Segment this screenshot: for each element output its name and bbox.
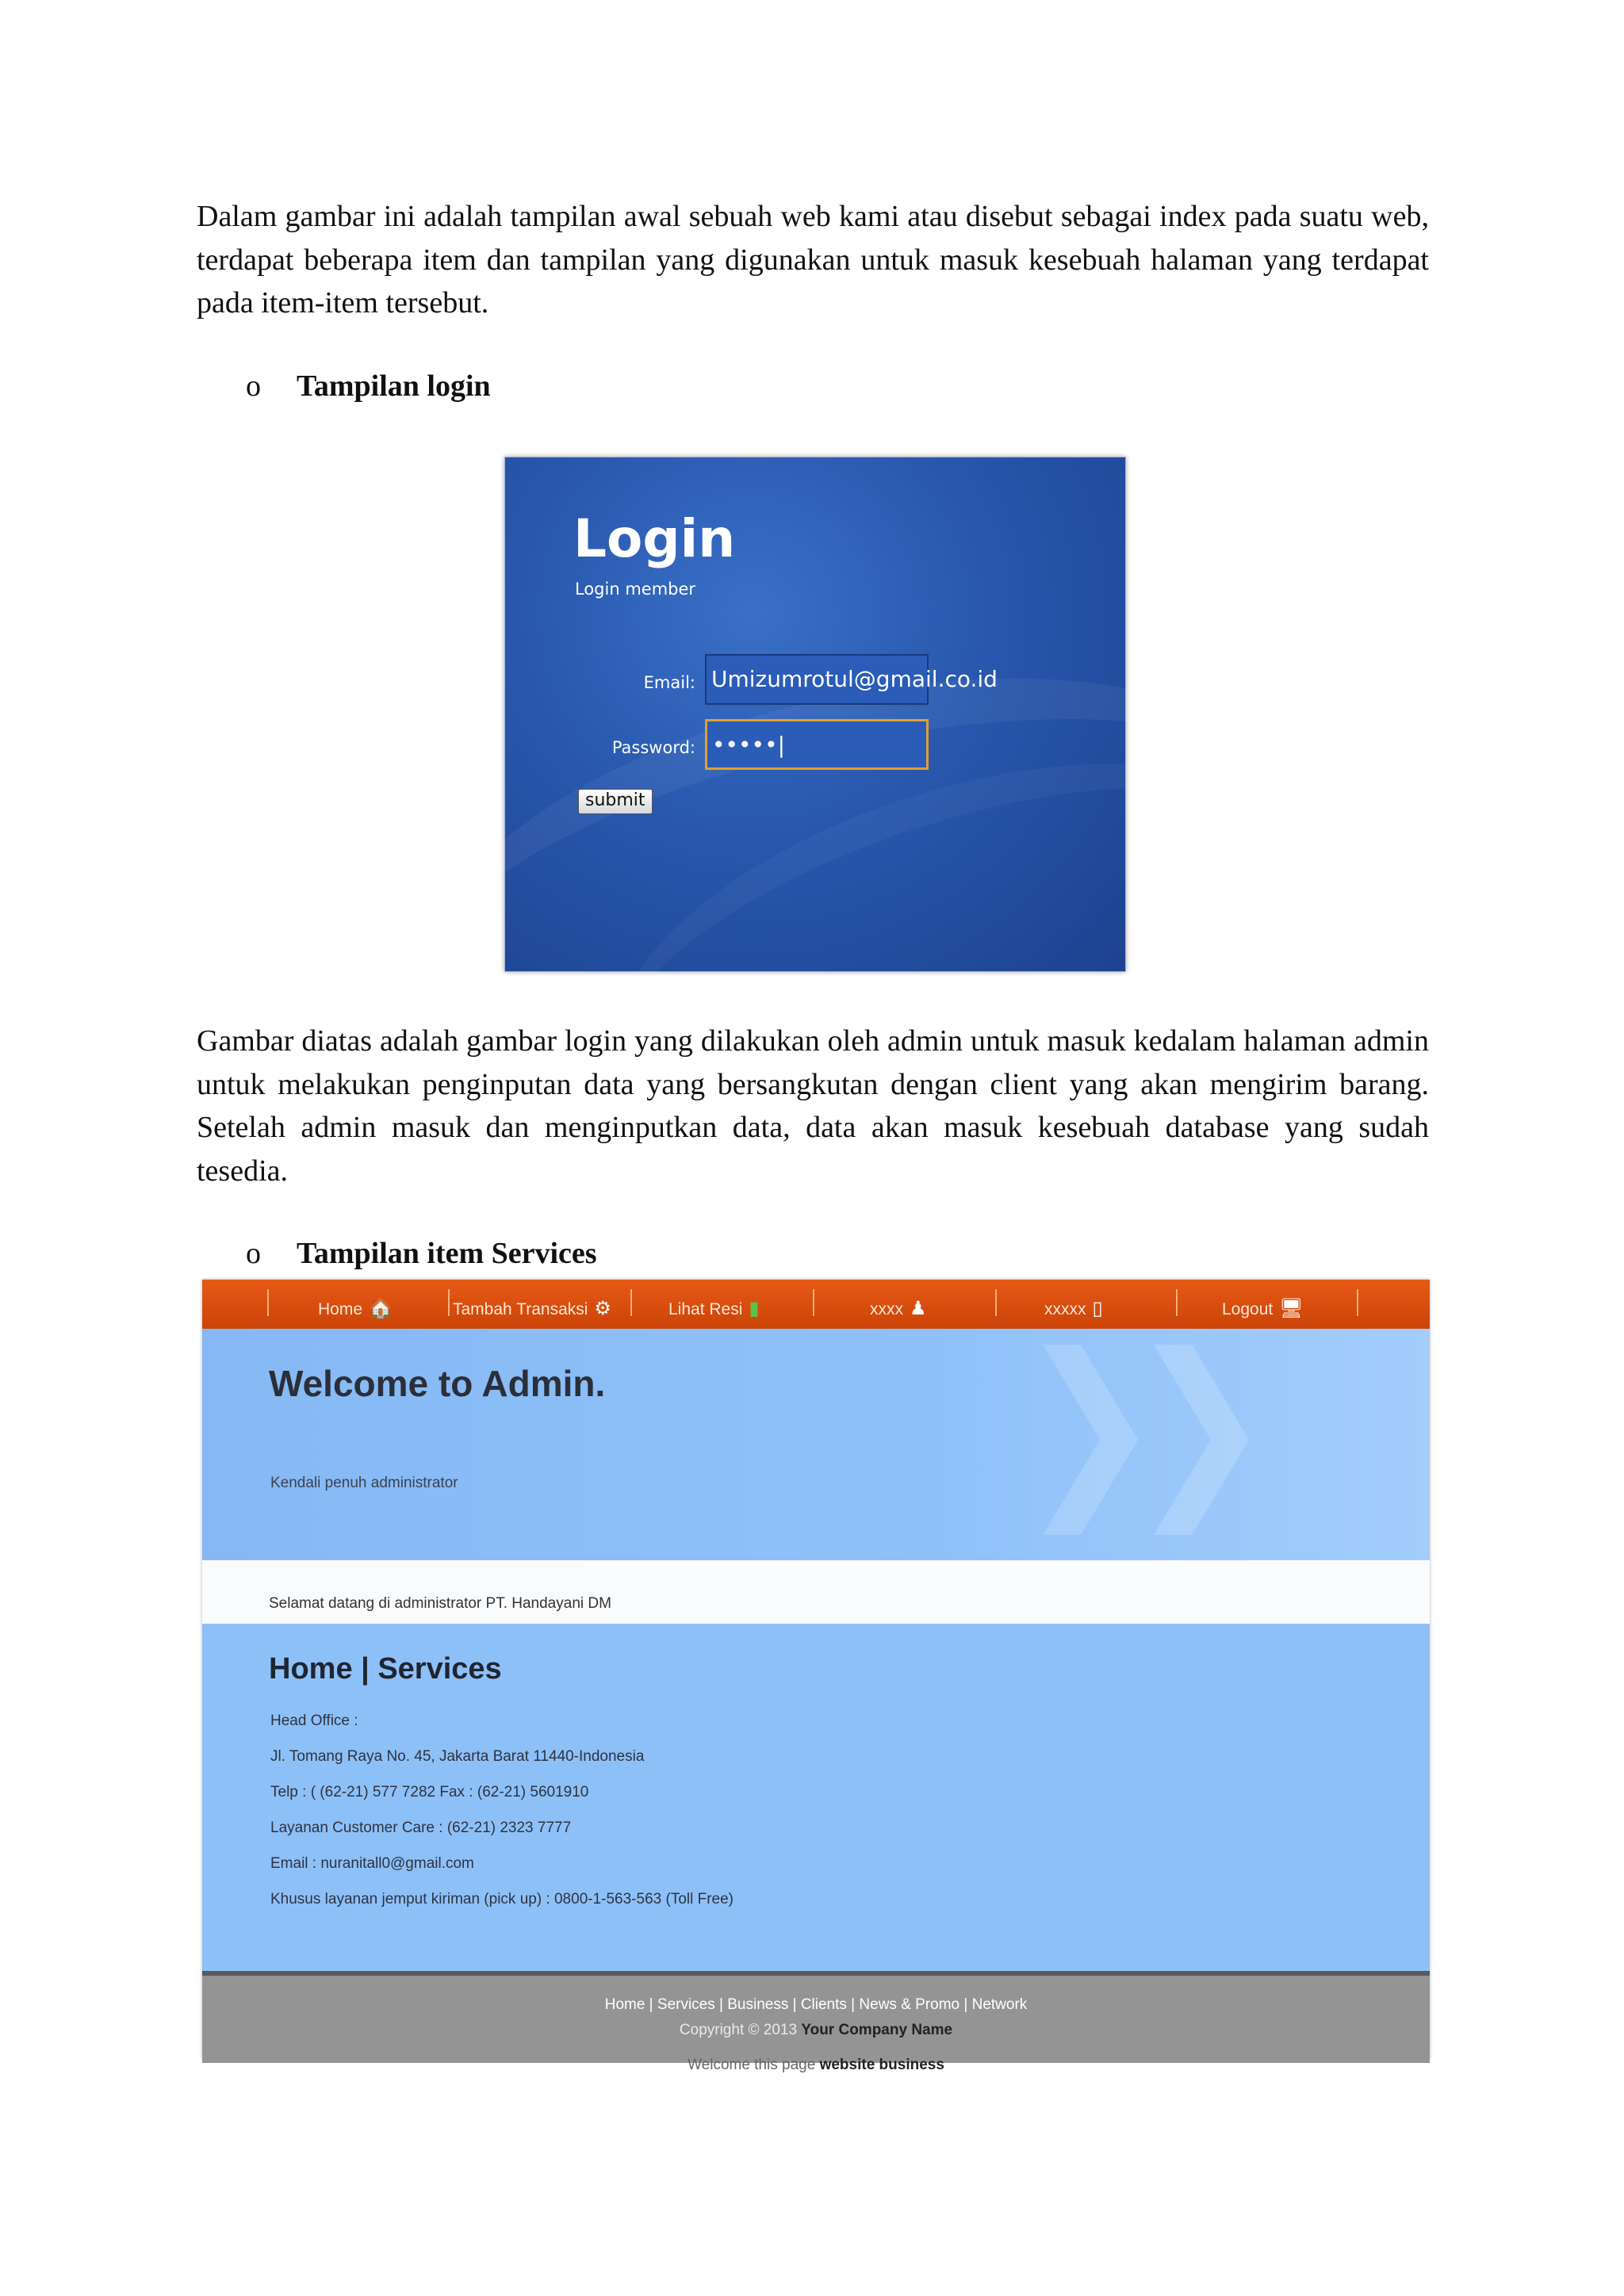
welcome-strip [202, 1560, 1430, 1624]
top-nav [202, 1280, 1430, 1329]
bullet-icon: o [246, 1237, 261, 1270]
user-icon: ♟ [910, 1298, 927, 1319]
login-title: Login [573, 508, 736, 569]
nav-separator [1357, 1289, 1358, 1316]
content-title: Home | Services [269, 1652, 502, 1686]
below-footer-prefix: Welcome this page [688, 2057, 820, 2073]
services-content [202, 1624, 1430, 1971]
nav-logout[interactable] [1222, 1289, 1304, 1329]
home-icon: 🏠 [369, 1298, 393, 1319]
content-line: Layanan Customer Care : (62-21) 2323 7777 [270, 1820, 572, 1836]
nav-tambah-transaksi-label: Tambah Transaksi [453, 1300, 588, 1318]
email-field[interactable]: Umizumrotul@gmail.co.id [705, 654, 929, 705]
nav-separator [448, 1289, 450, 1316]
nav-separator [267, 1289, 269, 1316]
admin-screenshot [202, 1280, 1430, 2058]
footer-company-name: Your Company Name [801, 2022, 953, 2038]
footer-copyright [202, 2022, 1430, 2039]
site-footer [202, 1971, 1430, 2063]
submit-button[interactable]: submit [578, 789, 653, 814]
below-footer-text [202, 2057, 1430, 2074]
heading-services [246, 1236, 597, 1271]
gear-icon: ⚙ [594, 1298, 611, 1319]
nav-logout-label: Logout [1222, 1300, 1274, 1318]
hero-banner [202, 1329, 1430, 1560]
nav-separator [813, 1289, 814, 1316]
footer-copyright-prefix: Copyright © 2013 [679, 2022, 802, 2038]
nav-xxxx-label: xxxx [870, 1300, 903, 1318]
content-line: Head Office : [270, 1712, 358, 1729]
nav-home[interactable] [318, 1289, 393, 1329]
decorative-chevron [1154, 1345, 1249, 1535]
content-line: Telp : ( (62-21) 577 7282 Fax : (62-21) 5601910 [270, 1784, 589, 1800]
nav-xxxxx-label: xxxxx [1044, 1300, 1086, 1318]
footer-links[interactable]: Home | Services | Business | Clients | News & Promo | Network [604, 1996, 1028, 2013]
nav-separator [995, 1289, 997, 1316]
nav-separator [630, 1289, 632, 1316]
welcome-strip-text: Selamat datang di administrator PT. Handayani DM [269, 1595, 611, 1612]
monitor-icon: 🖥 [1279, 1298, 1304, 1319]
login-screenshot [504, 457, 1126, 972]
heading-services-text: Tampilan item Services [297, 1237, 597, 1270]
nav-lihat-resi[interactable] [668, 1289, 760, 1329]
bullet-icon: o [246, 369, 261, 403]
decorative-chevron [1043, 1345, 1138, 1535]
welcome-subtitle: Kendali penuh administrator [270, 1475, 458, 1491]
nav-separator [1176, 1289, 1178, 1316]
nav-tambah-transaksi[interactable] [453, 1289, 611, 1329]
nav-home-label: Home [318, 1300, 363, 1318]
password-label: Password: [611, 738, 695, 757]
password-field[interactable]: •••••| [705, 719, 929, 770]
content-line: Khusus layanan jemput kiriman (pick up) : 0800-1-563-563 (Toll Free) [270, 1891, 733, 1908]
content-line: Jl. Tomang Raya No. 45, Jakarta Barat 11440-Indonesia [270, 1748, 645, 1765]
clipboard-icon: ▯ [1092, 1298, 1103, 1319]
intro-paragraph: Dalam gambar ini adalah tampilan awal sebuah web kami atau disebut sebagai index pada suatu web, terdapat beberapa item dan tampilan yang digunakan untuk masuk kesebuah halaman yang terdapat pada item-item tersebut. [197, 200, 1429, 320]
login-subtitle: Login member [575, 580, 696, 599]
nav-xxxx[interactable] [870, 1289, 927, 1329]
nav-lihat-resi-label: Lihat Resi [668, 1300, 743, 1318]
heading-login [246, 369, 491, 404]
email-label: Email: [643, 673, 695, 692]
welcome-title: Welcome to Admin. [269, 1363, 606, 1404]
book-icon: ▮ [749, 1298, 760, 1319]
below-footer-bold: website business [819, 2057, 944, 2073]
heading-login-text: Tampilan login [297, 369, 491, 403]
content-line: Email : nuranitall0@gmail.com [270, 1855, 474, 1872]
nav-xxxxx[interactable] [1044, 1289, 1103, 1329]
login-description-paragraph: Gambar diatas adalah gambar login yang dilakukan oleh admin untuk masuk kedalam halaman admin untuk melakukan penginputan data yang bersangkutan dengan client yang akan mengirim barang. Setelah admin masuk dan menginputkan data, data akan masuk kesebuah database yang sudah tesedia. [197, 1024, 1429, 1188]
